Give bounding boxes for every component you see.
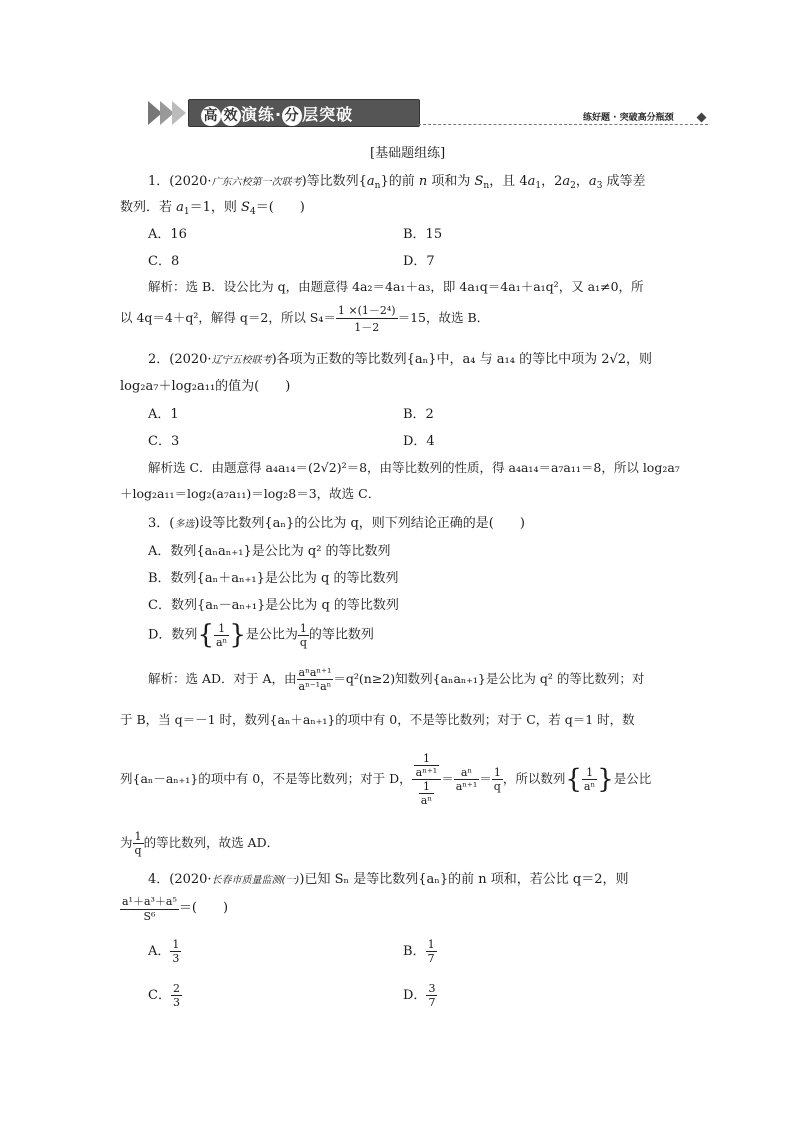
section-title: [基础题组练] <box>370 146 446 161</box>
q1-stem-e: ，2 <box>541 174 563 189</box>
q3-sol3-f3-den: q <box>493 780 501 793</box>
q4-optA-label: A． <box>148 944 171 959</box>
banner-title <box>201 102 353 126</box>
q3-line1-b: )设等比数列{aₙ}的公比为 q，则下列结论正确的是( ) <box>194 516 525 531</box>
q3-sol3-f1-nn: 1 <box>414 752 440 766</box>
q4-line2 <box>120 893 228 923</box>
q3-source: 多选 <box>174 519 195 530</box>
q1-line1: 1．(2020·广东六校第一次联考)等比数列$\{a_n\}$的前 n 项和为 $S_n$，且 $4a_1$，$2a_2$，$a_3$ 成等差 <box>148 174 646 191</box>
q1-sol2-b: ＝15，故选 B． <box>397 310 490 325</box>
banner-circle-3: 分 <box>282 106 302 126</box>
q1-option-a: A．16 <box>148 227 187 242</box>
q1-sol-frac-den: 1－2 <box>354 321 380 334</box>
q1-line2-b: ＝1，则 <box>189 200 242 215</box>
q3-sol3-f4-num: 1 <box>582 766 597 780</box>
q3-optD-q-den: q <box>299 635 307 649</box>
q3-sol3-f3-num: 1 <box>492 766 503 780</box>
q3-optD-q-num: 1 <box>298 622 309 636</box>
q3-sol4-q <box>133 830 144 857</box>
q1-solution-2 <box>120 302 489 335</box>
q4-frac-den: S⁶ <box>143 910 156 923</box>
q2-line1-a: 2．(2020· <box>148 352 212 367</box>
q3-sol3-f1-dd: aⁿ <box>420 794 433 807</box>
q4-optB-num: 1 <box>427 938 435 951</box>
q4-optD-label: D． <box>403 988 427 1003</box>
q4-optB-den: 7 <box>427 952 435 965</box>
q4-option-c <box>148 982 182 1009</box>
q3-sol1-frac-num: aⁿaⁿ⁺¹ <box>298 666 332 679</box>
q3-optD-c: 的等比数列 <box>308 627 374 643</box>
q1-option-c: C．8 <box>148 254 180 269</box>
q2-solution-1: 解析选 C．由题意得 a₄a₁₄＝(2√2)²＝8，由等比数列的性质，得 a₄a₁₄＝a₇a₁₁＝8，所以 log₂a₇ <box>148 460 680 475</box>
q4-frac-num: a¹＋a³＋a⁵ <box>122 895 177 908</box>
q4-frac <box>120 893 179 923</box>
q1-sol-frac-num: 1 ×(1－2⁴) <box>337 304 396 317</box>
header-rule <box>418 124 708 125</box>
q3-optD-frac-den: aⁿ <box>215 635 228 649</box>
q1-line2-a: 数列．若 <box>120 200 177 215</box>
q3-sol4-a: 为 <box>120 835 133 850</box>
q1-stem-f: ， <box>575 174 589 189</box>
q1-source: 广东六校第一次联考 <box>211 177 302 188</box>
q4-optC-num: 2 <box>172 982 180 995</box>
q4-line1 <box>148 868 629 887</box>
banner-text-2: 层突破 <box>302 105 354 124</box>
q3-sol3-f2 <box>454 766 480 793</box>
q3-option-d: D．数列{ $\frac{1}{\text{aⁿ}}$ }是公比为 $\frac{1}{q}$ 的等比数列 <box>148 620 374 650</box>
q1-solution-1: 解析：选 B．设公比为 q，由题意得 4a₂＝4a₁＋a₃，即 4a₁q＝4a₁＋a₁q²，又 a₁≠0，所 <box>148 279 644 294</box>
q3-sol1-frac-den: aⁿ⁻¹aⁿ <box>298 680 332 693</box>
q3-sol3-a: 列{aₙ－aₙ₊₁}的项中有 0，不是等比数列；对于 D， <box>120 771 412 786</box>
q4-option-d <box>403 982 437 1009</box>
q3-solution-3: 列{aₙ－aₙ₊₁}的项中有 0，不是等比数列；对于 D， $\frac{\frac{1}{\text{aⁿ⁺¹}}}{\frac{1}{\text{aⁿ}}}$ ＝ $\frac{\text{aⁿ}}{\text{aⁿ⁺¹}}$ ＝ $\frac{1}{q}$ ，所以数列{ $\frac{1}{\text{aⁿ}}$ }是公比 <box>120 752 652 807</box>
q3-optD-frac <box>214 622 229 649</box>
q3-sol4-b: 的等比数列，故选 AD． <box>143 835 280 850</box>
q3-sol4-q-num: 1 <box>133 830 144 844</box>
q3-sol1-frac <box>297 666 334 693</box>
q4-optC-label: C． <box>148 988 171 1003</box>
q4-optD-den: 7 <box>428 996 436 1009</box>
q3-line1 <box>148 512 525 531</box>
q3-sol3-eq2: ＝ <box>479 771 492 786</box>
q3-option-b: B．数列{aₙ＋aₙ₊₁}是公比为 q 的等比数列 <box>148 571 399 586</box>
diamond-icon <box>697 113 707 123</box>
q3-sol3-f4 <box>582 766 597 793</box>
q3-solution-4 <box>120 830 279 857</box>
q1-stem-g: 成等差 <box>602 174 646 189</box>
q1-sol-fraction <box>336 302 398 335</box>
q4-optA-den: 3 <box>172 952 180 965</box>
q3-sol3-f4-den: aⁿ <box>583 780 596 793</box>
q3-solution-1 <box>148 666 644 693</box>
banner-box <box>188 99 420 127</box>
q1-stem-a: )等比数列{ <box>301 174 367 189</box>
q1-stem-d: ，且 4 <box>489 174 528 189</box>
q1-stem-c: 项和为 <box>427 174 475 189</box>
q1-sol2-a: 以 4q＝4＋q²，解得 q＝2，所以 S₄＝ <box>120 310 336 325</box>
q2-source: 辽宁五校联考 <box>211 355 272 366</box>
q3-optD-b: 是公比为 <box>245 627 298 643</box>
chevron-icon <box>172 101 186 125</box>
q1-option-d: D．7 <box>403 254 435 269</box>
q3-sol3-c: 是公比 <box>613 771 652 786</box>
q3-option-a: A．数列{aₙaₙ₊₁}是公比为 q² 的等比数列 <box>148 544 391 559</box>
q2-option-d: D．4 <box>403 434 435 449</box>
q1-num: 1．(2020· <box>148 174 212 189</box>
q2-option-c: C．3 <box>148 434 180 449</box>
q2-line1 <box>148 348 652 367</box>
q3-sol3-complex-frac <box>412 752 442 807</box>
q3-optD-frac-num: 1 <box>214 622 229 636</box>
banner-circle-2: 效 <box>221 106 241 126</box>
q2-line2: log₂a₇＋log₂a₁₁的值为( ) <box>120 379 291 394</box>
q4-optD-num: 3 <box>428 982 436 995</box>
q4-line2-b: ＝( ) <box>178 900 229 916</box>
q1-line2: 数列．若 $a_1=1$，则 $S_4=$( ) <box>120 200 305 217</box>
q1-line2-c: ＝( ) <box>255 200 305 215</box>
q3-solution-2: 于 B，当 q＝－1 时，数列{aₙ＋aₙ₊₁}的项中有 0，不是等比数列；对于 C，若 q＝1 时，数 <box>120 712 635 727</box>
q4-line1-a: 4．(2020· <box>148 872 212 887</box>
q4-line1-b: )已知 Sₙ 是等比数列{aₙ}的前 n 项和，若公比 q＝2，则 <box>299 872 629 887</box>
q3-sol3-f2-den: aⁿ⁺¹ <box>455 780 478 793</box>
banner-text-1: 演练 <box>241 105 276 124</box>
q4-option-b <box>403 938 437 965</box>
q4-optA-num: 1 <box>172 938 180 951</box>
q4-optC-den: 3 <box>172 996 180 1009</box>
q1-option-b: B．15 <box>403 227 443 242</box>
q2-line1-b: )各项为正数的等比数列{aₙ}中，a₄ 与 a₁₄ 的等比中项为 2√2，则 <box>271 352 653 367</box>
q3-sol1-a: 解析：选 AD．对于 A，由 <box>148 671 297 686</box>
q1-stem-b: }的前 <box>380 174 419 189</box>
q3-optD-q <box>298 622 309 649</box>
q3-sol4-q-den: q <box>134 844 142 857</box>
q3-sol3-b: ，所以数列 <box>502 771 566 786</box>
q4-source: 长春市质量监测(一) <box>211 875 300 886</box>
q3-sol3-f1-dn: 1 <box>419 780 434 794</box>
banner-dot: · <box>275 105 283 124</box>
q3-line1-a: 3．( <box>148 516 175 531</box>
q3-sol3-eq1: ＝ <box>441 771 454 786</box>
q3-sol3-f2-num: aⁿ <box>454 766 480 780</box>
q4-optB-label: B． <box>403 944 426 959</box>
banner-circle-1: 高 <box>201 106 221 126</box>
q3-sol3-f1-nd: aⁿ⁺¹ <box>415 766 438 779</box>
q4-option-a <box>148 938 181 965</box>
q3-sol3-f3 <box>492 766 503 793</box>
q2-option-a: A．1 <box>148 407 179 422</box>
q2-solution-2: ＋log₂a₁₁＝log₂(a₇a₁₁)＝log₂8＝3，故选 C． <box>120 486 381 501</box>
header-slogan: 练好题 · 突破高分瓶颈 <box>583 113 674 123</box>
q2-option-b: B．2 <box>403 407 434 422</box>
q3-option-c: C．数列{aₙ－aₙ₊₁}是公比为 q 的等比数列 <box>148 598 399 613</box>
q3-sol1-b: ＝q²(n≥2)知数列{aₙaₙ₊₁}是公比为 q² 的等比数列；对 <box>333 671 645 686</box>
q3-optD-a: D．数列 <box>148 627 198 643</box>
